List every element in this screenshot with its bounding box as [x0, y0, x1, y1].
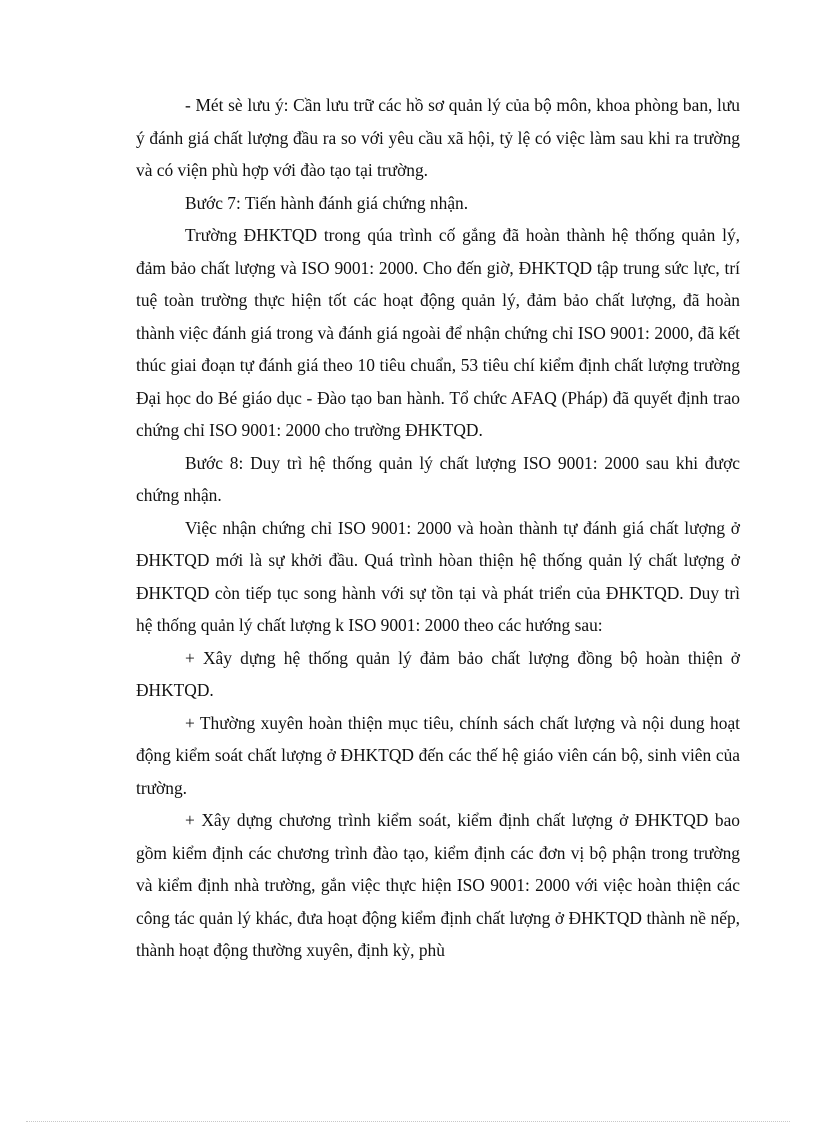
- paragraph-step-8-body: Việc nhận chứng chỉ ISO 9001: 2000 và hoàn thành tự đánh giá chất lượng ở ĐHKTQD mới là sự khởi đầu. Quá trình hòan thiện hệ thống quản lý chất lượng ở ĐHKTQD còn tiếp tục song hành với sự tồn tại và phát triển của ĐHKTQD. Duy trì hệ thống quản lý chất lượng k ISO 9001: 2000 theo các hướng sau:: [136, 517, 740, 635]
- paragraph-step-8-heading: Bước 8: Duy trì hệ thống quản lý chất lượng ISO 9001: 2000 sau khi được chứng nhận.: [136, 452, 740, 505]
- page-bottom-divider: [26, 1121, 790, 1122]
- paragraph-bullet-1: + Xây dựng hệ thống quản lý đảm bảo chất lượng đồng bộ hoàn thiện ở ĐHKTQD.: [136, 647, 740, 700]
- paragraph-note: - Mét sè lưu ý: Cần lưu trữ các hồ sơ quản lý của bộ môn, khoa phòng ban, lưu ý đánh giá chất lượng đầu ra so với yêu cầu xã hội, tỷ lệ có việc làm sau khi ra trường và có viện phù hợp với đào tạo tại trường.: [136, 95, 740, 180]
- paragraph-bullet-2: + Thường xuyên hoàn thiện mục tiêu, chính sách chất lượng và nội dung hoạt động kiểm soát chất lượng ở ĐHKTQD đến các thế hệ giáo viên cán bộ, sinh viên của trường.: [136, 712, 740, 798]
- paragraph-bullet-3: + Xây dựng chương trình kiểm soát, kiểm định chất lượng ở ĐHKTQD bao gồm kiểm định các chương trình đào tạo, kiểm định các đơn vị bộ phận trong trường và kiểm định nhà trường, gắn việc thực hiện ISO 9001: 2000 với việc hoàn thiện các công tác quản lý khác, đưa hoạt động kiểm định chất lượng ở ĐHKTQD thành nề nếp, thành hoạt động thường xuyên, định kỳ, phù: [136, 810, 740, 960]
- document-body: [136, 89, 740, 967]
- paragraph-step-7-heading: Bước 7: Tiến hành đánh giá chứng nhận.: [185, 192, 469, 213]
- paragraph-step-7-body: Trường ĐHKTQD trong qúa trình cố gắng đã hoàn thành hệ thống quản lý, đảm bảo chất lượng và ISO 9001: 2000. Cho đến giờ, ĐHKTQD tập trung sức lực, trí tuệ toàn trường thực hiện tốt các hoạt động quản lý, đảm bảo chất lượng, đã hoàn thành việc đánh giá trong và đánh giá ngoài để nhận chứng chỉ ISO 9001: 2000, đã kết thúc giai đoạn tự đánh giá theo 10 tiêu chuẩn, 53 tiêu chí kiểm định chất lượng trường Đại học do Bé giáo dục - Đào tạo ban hành. Tổ chức AFAQ (Pháp) đã quyết định trao chứng chỉ ISO 9001: 2000 cho trường ĐHKTQD.: [136, 225, 740, 440]
